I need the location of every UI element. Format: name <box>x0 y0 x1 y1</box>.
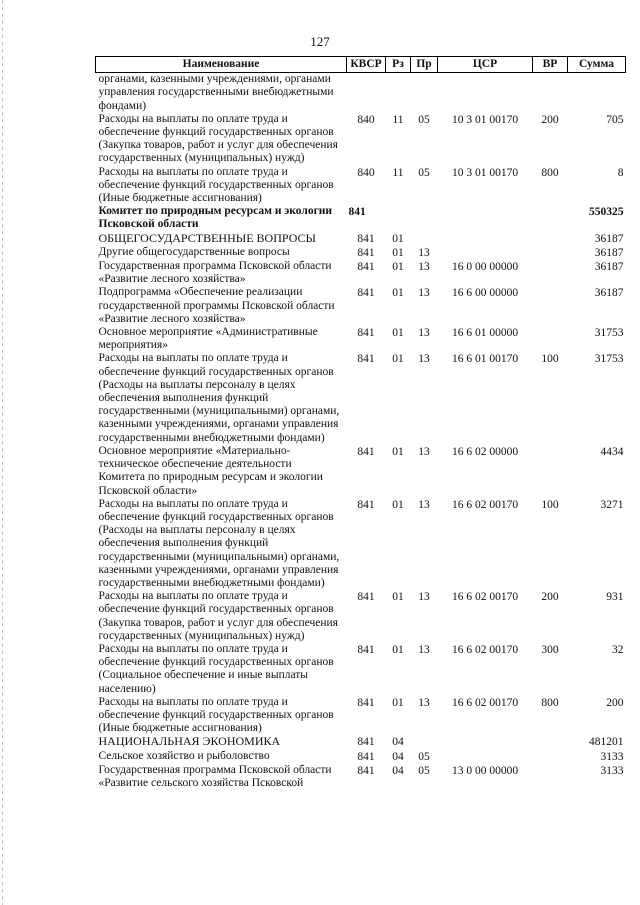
row-pr: 05 <box>418 166 430 179</box>
row-csr: 13 0 00 00000 <box>451 764 519 777</box>
row-vr <box>533 735 568 749</box>
row-rz: 01 <box>392 261 404 274</box>
row-sum: 36187 <box>594 261 624 274</box>
table-row <box>96 73 626 113</box>
row-pr <box>411 73 438 113</box>
row-kvsr: 841 <box>348 206 366 219</box>
row-sum: 36187 <box>594 232 624 245</box>
row-pr: 13 <box>418 246 430 259</box>
row-vr: 300 <box>541 643 559 656</box>
row-pr: 13 <box>418 445 430 458</box>
row-sum: 31753 <box>594 327 624 340</box>
header-pr: Пр <box>411 57 438 73</box>
row-vr <box>533 73 568 113</box>
row-csr: 16 6 00 00000 <box>451 287 519 300</box>
row-pr: 05 <box>418 113 430 126</box>
row-rz: 04 <box>392 764 404 777</box>
page-number: 127 <box>310 34 330 49</box>
row-vr <box>533 326 568 352</box>
row-vr <box>533 750 568 764</box>
table-row <box>96 352 626 444</box>
table-row <box>96 113 626 166</box>
budget-table <box>95 56 626 790</box>
row-sum: 931 <box>606 591 624 604</box>
row-vr: 100 <box>541 498 559 511</box>
row-pr: 05 <box>418 764 430 777</box>
table-row <box>96 643 626 696</box>
row-kvsr: 841 <box>357 736 375 749</box>
table-row <box>96 498 626 590</box>
row-vr <box>533 286 568 326</box>
row-pr: 13 <box>418 498 430 511</box>
row-kvsr: 841 <box>357 750 375 763</box>
table-row <box>96 735 626 749</box>
row-pr: 13 <box>418 591 430 604</box>
row-kvsr: 841 <box>357 643 375 656</box>
table-header <box>96 57 626 73</box>
row-vr: 800 <box>541 166 559 179</box>
row-rz: 01 <box>392 246 404 259</box>
row-csr: 16 6 02 00170 <box>451 696 519 709</box>
row-kvsr: 841 <box>357 246 375 259</box>
row-rz: 01 <box>392 696 404 709</box>
row-name: Сельское хозяйство и рыболовство <box>98 749 270 762</box>
row-pr: 13 <box>418 353 430 366</box>
row-kvsr: 841 <box>357 591 375 604</box>
table-row <box>96 260 626 286</box>
row-rz: 01 <box>392 643 404 656</box>
row-sum: 3133 <box>600 750 624 763</box>
row-rz: 01 <box>392 287 404 300</box>
table-row <box>96 205 626 231</box>
table-body <box>96 73 626 790</box>
row-vr: 800 <box>541 696 559 709</box>
row-vr <box>533 232 568 246</box>
row-csr <box>438 232 533 246</box>
row-sum <box>568 73 626 113</box>
row-csr: 16 6 02 00000 <box>451 445 519 458</box>
row-vr: 100 <box>541 353 559 366</box>
table-row <box>96 286 626 326</box>
row-rz <box>386 205 411 231</box>
row-csr: 10 3 01 00170 <box>451 113 519 126</box>
row-csr: 16 0 00 00000 <box>451 261 519 274</box>
row-csr <box>438 246 533 260</box>
row-sum: 550325 <box>589 206 624 219</box>
row-rz: 01 <box>392 445 404 458</box>
row-name: Государственная программа Псковской области «Развитие сельского хозяйства Псковской <box>98 763 332 789</box>
row-name: Комитет по природным ресурсам и экологии Псковской области <box>98 205 333 231</box>
row-kvsr: 840 <box>357 166 375 179</box>
row-kvsr: 841 <box>357 445 375 458</box>
table-row <box>96 326 626 352</box>
row-csr: 16 6 02 00170 <box>451 498 519 511</box>
row-sum: 31753 <box>594 353 624 366</box>
row-vr <box>533 260 568 286</box>
row-name: ОБЩЕГОСУДАРСТВЕННЫЕ ВОПРОСЫ <box>98 230 316 245</box>
row-vr: 200 <box>541 591 559 604</box>
row-rz: 11 <box>392 166 404 179</box>
table-row <box>96 696 626 736</box>
row-sum: 3271 <box>600 498 624 511</box>
row-name: Основное мероприятие «Материально-техническое обеспечение деятельности Комитета по природным ресурсам и экологии Псковской области» <box>98 444 323 497</box>
row-vr <box>533 205 568 231</box>
row-kvsr: 841 <box>357 287 375 300</box>
row-kvsr: 841 <box>357 261 375 274</box>
row-kvsr: 841 <box>357 353 375 366</box>
row-kvsr: 841 <box>357 498 375 511</box>
header-rz: Рз <box>386 57 411 73</box>
row-name: Другие общегосударственные вопросы <box>98 245 290 258</box>
table-row <box>96 764 626 790</box>
row-kvsr: 841 <box>357 232 375 245</box>
row-csr: 16 6 02 00170 <box>451 591 519 604</box>
table-row <box>96 750 626 764</box>
table-row <box>96 246 626 260</box>
row-sum: 8 <box>617 166 624 179</box>
header-csr: ЦСР <box>438 57 533 73</box>
row-kvsr: 841 <box>357 764 375 777</box>
row-rz: 01 <box>392 232 404 245</box>
table-row <box>96 445 626 498</box>
header-vr: ВР <box>533 57 568 73</box>
row-sum: 4434 <box>600 445 624 458</box>
header-row <box>96 57 626 73</box>
row-pr <box>411 205 438 231</box>
table-row <box>96 166 626 206</box>
row-sum: 3133 <box>600 764 624 777</box>
row-kvsr: 841 <box>357 696 375 709</box>
row-pr <box>411 232 438 246</box>
row-vr: 200 <box>541 113 559 126</box>
row-csr <box>438 735 533 749</box>
row-name: Расходы на выплаты по оплате труда и обеспечение функций государственных органов (Расходы на выплаты персоналу в целях обеспечения выполнения функций государственными (муниципальными) органами, казенными учреждениями, органами управления государственными внебюджетными фондами) <box>98 352 340 444</box>
row-name: Государственная программа Псковской области «Развитие лесного хозяйства» <box>98 260 332 286</box>
row-vr <box>533 246 568 260</box>
row-name: органами, казенными учреждениями, органами управления государственными внебюджетными фондами) <box>98 73 334 112</box>
row-name: Расходы на выплаты по оплате труда и обеспечение функций государственных органов (Иные бюджетные ассигнования) <box>98 165 334 205</box>
scan-margin-line <box>2 0 3 905</box>
row-csr: 16 6 02 00170 <box>451 643 519 656</box>
row-pr: 13 <box>418 643 430 656</box>
table-row <box>96 590 626 643</box>
row-rz: 01 <box>392 327 404 340</box>
row-csr: 16 6 01 00000 <box>451 327 519 340</box>
row-name: Расходы на выплаты по оплате труда и обеспечение функций государственных органов (Иные бюджетные ассигнования) <box>98 695 334 735</box>
row-vr <box>533 764 568 790</box>
row-csr <box>438 73 533 113</box>
row-rz: 11 <box>392 113 404 126</box>
row-sum: 36187 <box>594 287 624 300</box>
row-rz: 04 <box>392 750 404 763</box>
row-rz: 01 <box>392 591 404 604</box>
header-name: Наименование <box>96 57 347 73</box>
row-rz <box>386 73 411 113</box>
row-pr: 05 <box>418 750 430 763</box>
row-kvsr: 840 <box>357 113 375 126</box>
row-kvsr: 841 <box>357 327 375 340</box>
row-name: Расходы на выплаты по оплате труда и обеспечение функций государственных органов (Расходы на выплаты персоналу в целях обеспечения выполнения функций государственными (муниципальными) органами, казенными учреждениями, органами управления государственными внебюджетными фондами) <box>98 497 340 589</box>
row-sum: 481201 <box>589 736 624 749</box>
row-sum: 200 <box>606 696 624 709</box>
row-sum: 36187 <box>594 246 624 259</box>
row-csr: 16 6 01 00170 <box>451 353 519 366</box>
row-csr <box>438 750 533 764</box>
row-rz: 01 <box>392 353 404 366</box>
row-csr <box>438 205 533 231</box>
row-sum: 705 <box>606 113 624 126</box>
row-rz: 04 <box>392 736 404 749</box>
row-vr <box>533 445 568 498</box>
row-name: Расходы на выплаты по оплате труда и обеспечение функций государственных органов (Закупка товаров, работ и услуг для обеспечения государственных (муниципальных) нужд) <box>98 112 338 165</box>
row-name: Подпрограмма «Обеспечение реализации государственной программы Псковской области «Развитие лесного хозяйства» <box>98 286 335 325</box>
row-sum: 32 <box>612 643 624 656</box>
header-kvsr: КВСР <box>347 57 386 73</box>
row-name: Основное мероприятие «Административные мероприятия» <box>98 326 318 352</box>
row-rz: 01 <box>392 498 404 511</box>
row-csr: 10 3 01 00170 <box>451 166 519 179</box>
row-kvsr <box>347 73 386 113</box>
row-pr: 13 <box>418 287 430 300</box>
row-pr <box>411 735 438 749</box>
row-pr: 13 <box>418 261 430 274</box>
header-sum: Сумма <box>568 57 626 73</box>
row-name: Расходы на выплаты по оплате труда и обеспечение функций государственных органов (Закупка товаров, работ и услуг для обеспечения государственных (муниципальных) нужд) <box>98 590 338 642</box>
row-name: НАЦИОНАЛЬНАЯ ЭКОНОМИКА <box>98 734 281 749</box>
row-pr: 13 <box>418 327 430 340</box>
row-name: Расходы на выплаты по оплате труда и обеспечение функций государственных органов (Социальное обеспечение и иные выплаты населению) <box>98 642 334 695</box>
row-pr: 13 <box>418 696 430 709</box>
table-row <box>96 232 626 246</box>
